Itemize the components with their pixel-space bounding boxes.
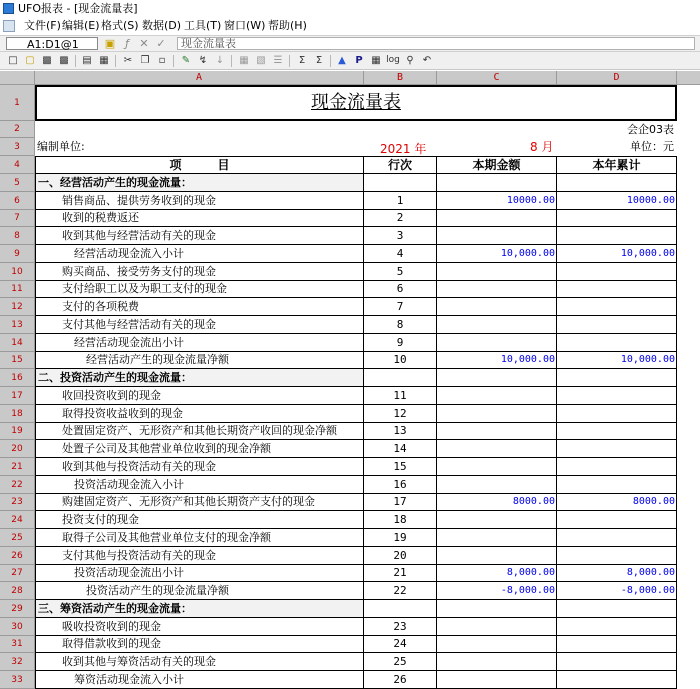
- app-icon: [3, 3, 14, 14]
- row-header[interactable]: 28: [0, 582, 35, 600]
- row-item-label[interactable]: 吸收投资收到的现金: [35, 618, 364, 636]
- merge-icon[interactable]: ▦: [239, 55, 249, 66]
- row-current-amount[interactable]: 8000.00: [437, 494, 557, 511]
- toolbar-separator: [231, 55, 232, 67]
- align-icon[interactable]: ☰: [273, 55, 283, 66]
- cancel-icon[interactable]: ✕: [139, 37, 149, 50]
- row-item-label[interactable]: 投资活动现金流出小计: [35, 565, 364, 582]
- row-line-number[interactable]: 12: [364, 405, 437, 423]
- row-item-label[interactable]: 经营活动现金流入小计: [35, 245, 364, 263]
- row-line-number[interactable]: [364, 600, 437, 618]
- row-header[interactable]: 9: [0, 245, 35, 263]
- row-item-label[interactable]: 投资支付的现金: [35, 511, 364, 529]
- row-line-number[interactable]: 6: [364, 281, 437, 298]
- row-item-label[interactable]: 一、经营活动产生的现金流量：: [35, 174, 364, 192]
- row-line-number[interactable]: 2: [364, 210, 437, 227]
- row-ytd-amount[interactable]: [557, 281, 677, 298]
- row-current-amount[interactable]: [437, 210, 557, 227]
- report-month[interactable]: 8 月: [530, 140, 554, 154]
- form-code[interactable]: 会企03表: [627, 123, 674, 136]
- row-item-label[interactable]: 收到的税费返还: [35, 210, 364, 227]
- report-title[interactable]: 现金流量表: [35, 85, 677, 121]
- copy-icon[interactable]: ❐: [140, 55, 150, 66]
- row-ytd-amount[interactable]: -8,000.00: [557, 582, 677, 600]
- row-ytd-amount[interactable]: [557, 263, 677, 281]
- row-current-amount[interactable]: [437, 227, 557, 245]
- row-ytd-amount[interactable]: [557, 174, 677, 192]
- formula-input[interactable]: 现金流量表: [177, 37, 695, 50]
- document-icon[interactable]: [3, 20, 15, 32]
- row-ytd-amount[interactable]: [557, 298, 677, 316]
- row-ytd-amount[interactable]: [557, 511, 677, 529]
- column-header-d[interactable]: D: [557, 71, 677, 85]
- row-ytd-amount[interactable]: [557, 423, 677, 440]
- p-icon[interactable]: P: [355, 55, 363, 66]
- row-header[interactable]: 15: [0, 352, 35, 369]
- row-header[interactable]: 8: [0, 227, 35, 245]
- row-ytd-amount[interactable]: [557, 316, 677, 334]
- toolbar-separator: [173, 55, 174, 67]
- title-bar: [0, 0, 700, 17]
- row-header[interactable]: 23: [0, 494, 35, 511]
- row-current-amount[interactable]: [437, 671, 557, 689]
- row-ytd-amount[interactable]: 8,000.00: [557, 565, 677, 582]
- header-line[interactable]: 行次: [364, 156, 437, 174]
- row-line-number[interactable]: 23: [364, 618, 437, 636]
- row-line-number[interactable]: 10: [364, 352, 437, 369]
- row-line-number[interactable]: 3: [364, 227, 437, 245]
- row-current-amount[interactable]: [437, 387, 557, 405]
- row-header[interactable]: 31: [0, 636, 35, 653]
- row-current-amount[interactable]: 8,000.00: [437, 565, 557, 582]
- toolbar-separator: [75, 55, 76, 67]
- row-ytd-amount[interactable]: [557, 671, 677, 689]
- table-icon[interactable]: ▦: [371, 55, 381, 66]
- row-current-amount[interactable]: [437, 458, 557, 476]
- row-item-label[interactable]: 收回投资收到的现金: [35, 387, 364, 405]
- row-header[interactable]: 18: [0, 405, 35, 423]
- row-header[interactable]: 13: [0, 316, 35, 334]
- row-ytd-amount[interactable]: [557, 529, 677, 547]
- row-item-label[interactable]: 购建固定资产、无形资产和其他长期资产支付的现金: [35, 494, 364, 511]
- row-current-amount[interactable]: [437, 511, 557, 529]
- cut-icon[interactable]: ✂: [123, 55, 133, 66]
- row-item-label[interactable]: 支付其他与投资活动有关的现金: [35, 547, 364, 565]
- toolbar-separator: [115, 55, 116, 67]
- row-header[interactable]: 7: [0, 210, 35, 227]
- row-header[interactable]: 4: [0, 156, 35, 174]
- row-line-number[interactable]: 20: [364, 547, 437, 565]
- row-line-number[interactable]: 8: [364, 316, 437, 334]
- column-header-bar: [0, 71, 700, 85]
- header-ytd[interactable]: 本年累计: [557, 156, 677, 174]
- row-header[interactable]: 1: [0, 85, 35, 121]
- row-item-label[interactable]: 支付其他与经营活动有关的现金: [35, 316, 364, 334]
- row-current-amount[interactable]: [437, 636, 557, 653]
- print-preview-icon[interactable]: ▤: [82, 55, 92, 66]
- row-header[interactable]: 33: [0, 671, 35, 689]
- report-unit[interactable]: 单位：元: [630, 140, 674, 153]
- row-current-amount[interactable]: [437, 423, 557, 440]
- row-ytd-amount[interactable]: [557, 618, 677, 636]
- row-item-label[interactable]: 支付的各项税费: [35, 298, 364, 316]
- row-ytd-amount[interactable]: [557, 458, 677, 476]
- fx-icon[interactable]: ƒ: [125, 37, 129, 50]
- row-ytd-amount[interactable]: [557, 653, 677, 671]
- log-icon[interactable]: log: [386, 55, 400, 65]
- row-header[interactable]: 20: [0, 440, 35, 458]
- row-header[interactable]: 26: [0, 547, 35, 565]
- insert-row-icon[interactable]: ↯: [198, 55, 208, 66]
- header-item[interactable]: 项 目: [35, 156, 364, 174]
- row-current-amount[interactable]: [437, 547, 557, 565]
- row-ytd-amount[interactable]: [557, 334, 677, 352]
- row-ytd-amount[interactable]: [557, 369, 677, 387]
- row-current-amount[interactable]: -8,000.00: [437, 582, 557, 600]
- row-line-number[interactable]: 26: [364, 671, 437, 689]
- row-ytd-amount[interactable]: 10,000.00: [557, 245, 677, 263]
- row-item-label[interactable]: 收到其他与筹资活动有关的现金: [35, 653, 364, 671]
- split-icon[interactable]: ▧: [256, 55, 266, 66]
- formula-bar: [0, 35, 700, 52]
- function-icon[interactable]: ▣: [104, 37, 116, 50]
- menu-bar: [0, 17, 700, 35]
- column-header-a[interactable]: A: [35, 71, 364, 85]
- row-item-label[interactable]: 经营活动产生的现金流量净额: [35, 352, 364, 369]
- row-line-number[interactable]: [364, 174, 437, 192]
- menu-window[interactable]: 窗口(W): [224, 19, 266, 32]
- row-header[interactable]: 25: [0, 529, 35, 547]
- row-line-number[interactable]: 4: [364, 245, 437, 263]
- print-icon[interactable]: ▦: [99, 55, 109, 66]
- row-item-label[interactable]: 购买商品、接受劳务支付的现金: [35, 263, 364, 281]
- row-line-number[interactable]: 9: [364, 334, 437, 352]
- row-header[interactable]: 24: [0, 511, 35, 529]
- row-item-label[interactable]: 处置子公司及其他营业单位收到的现金净额: [35, 440, 364, 458]
- select-all-corner[interactable]: [0, 71, 35, 85]
- row-header[interactable]: 10: [0, 263, 35, 281]
- sum-icon[interactable]: Σ: [298, 55, 306, 66]
- row-ytd-amount[interactable]: 10000.00: [557, 192, 677, 210]
- row-header[interactable]: 30: [0, 618, 35, 636]
- row-ytd-amount[interactable]: [557, 440, 677, 458]
- row-current-amount[interactable]: [437, 529, 557, 547]
- menu-file[interactable]: 文件(F): [24, 19, 61, 32]
- delete-row-icon[interactable]: ↓: [215, 55, 225, 66]
- row-current-amount[interactable]: [437, 263, 557, 281]
- row-header[interactable]: 32: [0, 653, 35, 671]
- toolbar-separator: [330, 55, 331, 67]
- menu-edit[interactable]: 编辑(E): [62, 19, 100, 32]
- row-header[interactable]: 3: [0, 138, 35, 156]
- menu-help[interactable]: 帮助(H): [268, 19, 307, 32]
- row-line-number[interactable]: [364, 369, 437, 387]
- confirm-icon[interactable]: ✓: [156, 37, 166, 50]
- row-line-number[interactable]: 16: [364, 476, 437, 494]
- row-current-amount[interactable]: [437, 369, 557, 387]
- paste-icon[interactable]: ▫: [158, 55, 166, 66]
- sigma-icon[interactable]: Σ: [315, 55, 323, 66]
- row-ytd-amount[interactable]: [557, 600, 677, 618]
- row-item-label[interactable]: 三、筹资活动产生的现金流量：: [35, 600, 364, 618]
- header-current[interactable]: 本期金额: [437, 156, 557, 174]
- column-header-b[interactable]: B: [364, 71, 437, 85]
- row-line-number[interactable]: 25: [364, 653, 437, 671]
- row-header[interactable]: 16: [0, 369, 35, 387]
- row-line-number[interactable]: 13: [364, 423, 437, 440]
- chart-icon[interactable]: ▲: [338, 55, 346, 66]
- row-ytd-amount[interactable]: 10,000.00: [557, 352, 677, 369]
- row-current-amount[interactable]: [437, 440, 557, 458]
- row-item-label[interactable]: 投资活动产生的现金流量净额: [35, 582, 364, 600]
- row-header[interactable]: 27: [0, 565, 35, 582]
- row-line-number[interactable]: 24: [364, 636, 437, 653]
- row-line-number[interactable]: 19: [364, 529, 437, 547]
- row-current-amount[interactable]: [437, 476, 557, 494]
- row-header[interactable]: 22: [0, 476, 35, 494]
- row-item-label[interactable]: 投资活动现金流入小计: [35, 476, 364, 494]
- new-icon[interactable]: □: [8, 55, 18, 66]
- row-ytd-amount[interactable]: [557, 476, 677, 494]
- row-header[interactable]: 21: [0, 458, 35, 476]
- row-line-number[interactable]: 22: [364, 582, 437, 600]
- row-header[interactable]: 14: [0, 334, 35, 352]
- cell-reference-box[interactable]: A1:D1@1: [6, 37, 98, 50]
- row-item-label[interactable]: 销售商品、提供劳务收到的现金: [35, 192, 364, 210]
- row-item-label[interactable]: 取得子公司及其他营业单位支付的现金净额: [35, 529, 364, 547]
- row-line-number[interactable]: 21: [364, 565, 437, 582]
- row-current-amount[interactable]: [437, 298, 557, 316]
- open-icon[interactable]: ▢: [25, 55, 35, 66]
- row-current-amount[interactable]: [437, 316, 557, 334]
- row-current-amount[interactable]: 10,000.00: [437, 352, 557, 369]
- row-current-amount[interactable]: [437, 174, 557, 192]
- row-header[interactable]: 17: [0, 387, 35, 405]
- toolbar: [0, 52, 700, 70]
- row-header[interactable]: 5: [0, 174, 35, 192]
- row-current-amount[interactable]: [437, 600, 557, 618]
- menu-data[interactable]: 数据(D): [142, 19, 182, 32]
- row-item-label[interactable]: 支付给职工以及为职工支付的现金: [35, 281, 364, 298]
- row-current-amount[interactable]: [437, 281, 557, 298]
- column-header-c[interactable]: C: [437, 71, 557, 85]
- row-current-amount[interactable]: [437, 653, 557, 671]
- row-header[interactable]: 29: [0, 600, 35, 618]
- menu-format[interactable]: 格式(S): [101, 19, 139, 32]
- row-ytd-amount[interactable]: [557, 210, 677, 227]
- row-current-amount[interactable]: [437, 405, 557, 423]
- row-line-number[interactable]: 5: [364, 263, 437, 281]
- row-line-number[interactable]: 14: [364, 440, 437, 458]
- row-current-amount[interactable]: [437, 618, 557, 636]
- row-line-number[interactable]: 15: [364, 458, 437, 476]
- row-line-number[interactable]: 1: [364, 192, 437, 210]
- toolbar-separator: [289, 55, 290, 67]
- row-ytd-amount[interactable]: [557, 405, 677, 423]
- row-item-label[interactable]: 收到其他与经营活动有关的现金: [35, 227, 364, 245]
- format-painter-icon[interactable]: ✎: [181, 55, 191, 66]
- row-ytd-amount[interactable]: [557, 547, 677, 565]
- row-line-number[interactable]: 11: [364, 387, 437, 405]
- row-item-label[interactable]: 收到其他与投资活动有关的现金: [35, 458, 364, 476]
- row-item-label[interactable]: 筹资活动现金流入小计: [35, 671, 364, 689]
- column-header-filler: [677, 71, 700, 85]
- row-current-amount[interactable]: 10000.00: [437, 192, 557, 210]
- row-current-amount[interactable]: 10,000.00: [437, 245, 557, 263]
- row-line-number[interactable]: 7: [364, 298, 437, 316]
- row-item-label[interactable]: 二、投资活动产生的现金流量：: [35, 369, 364, 387]
- row-header[interactable]: 2: [0, 121, 35, 138]
- row-item-label[interactable]: 处置固定资产、无形资产和其他长期资产收回的现金净额: [35, 423, 364, 440]
- save-all-icon[interactable]: ▩: [59, 55, 69, 66]
- company-label[interactable]: 编制单位:: [37, 140, 85, 153]
- row-ytd-amount[interactable]: [557, 227, 677, 245]
- zoom-icon[interactable]: ⚲: [406, 55, 414, 66]
- undo-icon[interactable]: ↶: [422, 55, 432, 66]
- row-ytd-amount[interactable]: [557, 636, 677, 653]
- row-ytd-amount[interactable]: [557, 387, 677, 405]
- save-icon[interactable]: ▩: [42, 55, 52, 66]
- row-header[interactable]: 11: [0, 281, 35, 298]
- report-year[interactable]: 2021 年: [380, 142, 427, 156]
- menu-tools[interactable]: 工具(T): [184, 19, 222, 32]
- row-header[interactable]: 19: [0, 423, 35, 440]
- window-title: UFO报表 - [现金流量表]: [18, 2, 138, 15]
- row-header[interactable]: 12: [0, 298, 35, 316]
- row-current-amount[interactable]: [437, 334, 557, 352]
- row-line-number[interactable]: 17: [364, 494, 437, 511]
- row-ytd-amount[interactable]: 8000.00: [557, 494, 677, 511]
- row-line-number[interactable]: 18: [364, 511, 437, 529]
- row-item-label[interactable]: 取得借款收到的现金: [35, 636, 364, 653]
- row-item-label[interactable]: 取得投资收益收到的现金: [35, 405, 364, 423]
- row-header[interactable]: 6: [0, 192, 35, 210]
- row-item-label[interactable]: 经营活动现金流出小计: [35, 334, 364, 352]
